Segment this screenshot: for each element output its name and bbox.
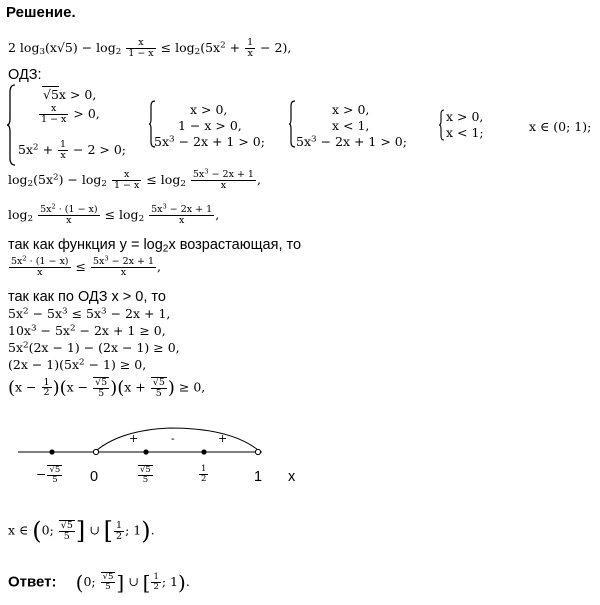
step-3: $\frac{5x^2 \cdot (1 - x)}{x}$ ≤ $\frac{5x^3 - 2x + 1}{x}$ , (11, 254, 162, 278)
number-axis (0, 420, 600, 500)
point-one (255, 449, 260, 454)
system-4: x > 0, x < 1; (438, 109, 498, 141)
brace-icon (6, 84, 16, 166)
interval-arc (97, 428, 258, 450)
system-1: √5x > 0, $\frac{x}{1 - x}$ > 0, $5x^2$ + $\frac{1}{x}$ − 2 > 0; (6, 84, 141, 166)
sign-1: + (129, 432, 139, 445)
answer-label: Ответ: (8, 573, 57, 591)
text-odz-positive: так как по ОДЗ x > 0, то (8, 289, 166, 305)
system-2: x > 0, 1 − x > 0, $5x^3 - 2x + 1 > 0$; (148, 100, 278, 150)
axis-x-label: x (288, 469, 296, 485)
tick-half: $\frac{1}{2}$ (201, 464, 207, 484)
sign-3: + (218, 432, 228, 445)
point-neg-sqrt5-5 (49, 449, 54, 454)
answer: Ответ: (0; $\frac{√5}{5}$ ] ∪ [ $\frac{1}{2}$ ; 1). (8, 570, 190, 594)
solution-title: Решение. (6, 4, 76, 21)
step-1: $\log_2(5x^2) - \log_2$ $\frac{x}{1 - x}$ ≤ $\log_2$ $\frac{5x^3 - 2x + 1}{x}$ , (8, 167, 261, 191)
brace-icon (438, 109, 445, 141)
domain-result: x ∈ (0; 1); (529, 119, 592, 134)
tick-neg-sqrt5-5: − $\frac{√5}{5}$ (36, 465, 61, 485)
step-6: $5x^2(2x - 1) - (2x - 1) \ge 0$, (8, 340, 180, 355)
text-function-increasing: так как функция $y = \log_2x$ возрастающая, то (8, 237, 302, 255)
result-set: x ∈ (0; $\frac{√5}{5}$ ] ∪ [ $\frac{1}{2}$ ; 1). (8, 517, 155, 545)
tick-one: 1 (254, 469, 263, 485)
system-3: x > 0, x < 1, $5x^3 - 2x + 1 > 0$; (288, 100, 418, 150)
inequality-original: 2 $\log_3(x√5) - \log_2$ $\frac{x}{1 - x}$ ≤ $\log_2(5x^2$ + $\frac{1}{x}$ − 2), (8, 37, 292, 59)
step-5: $10x^3 - 5x^2 - 2x + 1 \ge 0$, (8, 323, 166, 338)
step-8: (x − $\frac{1}{2}$ )(x − $\frac{√5}{5}$ )(x + $\frac{√5}{5}$ ) ≥ 0, (8, 376, 206, 399)
step-2: $\log_2$ $\frac{5x^2 \cdot (1 - x)}{x}$ ≤ $\log_2$ $\frac{5x^3 - 2x + 1}{x}$ , (8, 202, 220, 226)
sign-2: - (171, 432, 175, 445)
point-sqrt5-5 (143, 449, 148, 454)
point-half (201, 449, 206, 454)
tick-zero: 0 (90, 469, 99, 485)
brace-icon (288, 100, 296, 148)
step-4: $5x^2 - 5x^3 \le 5x^3 - 2x + 1$, (8, 306, 171, 321)
point-zero (93, 449, 98, 454)
step-7: $(2x - 1)(5x^2 - 1) \ge 0$, (8, 357, 147, 372)
tick-sqrt5-5: $\frac{√5}{5}$ (140, 465, 151, 485)
odz-label: ОДЗ: (8, 67, 42, 83)
